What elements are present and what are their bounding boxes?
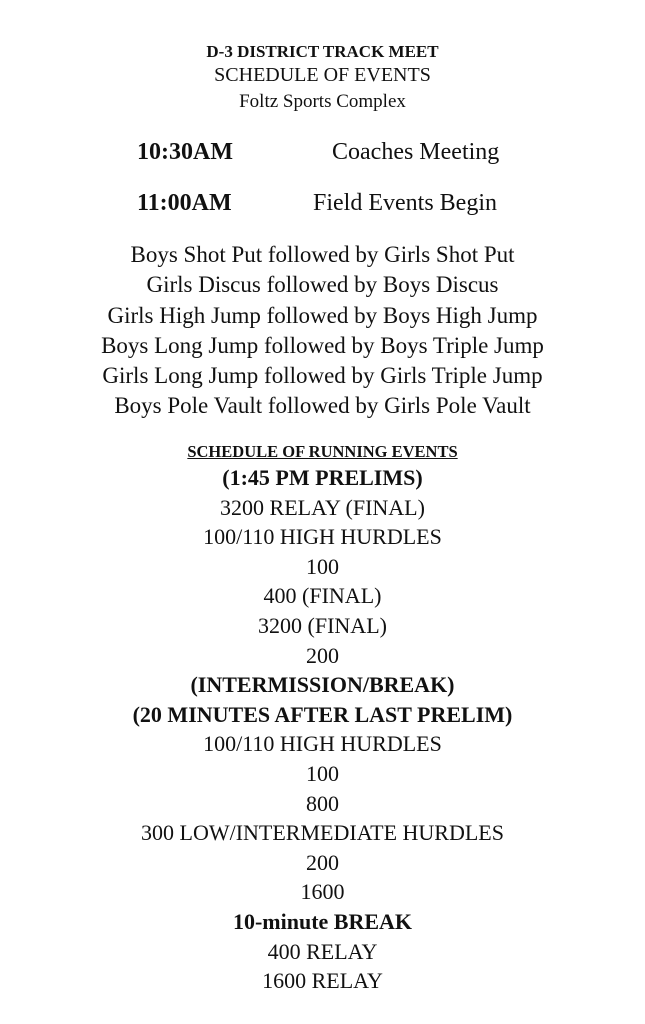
running-event-line: 200: [306, 849, 339, 875]
intermission-note-line: (20 MINUTES AFTER LAST PRELIM): [132, 701, 513, 727]
running-event-line: 3200 RELAY (FINAL): [220, 494, 425, 520]
field-event-line: Boys Pole Vault followed by Girls Pole Vault: [114, 393, 531, 419]
time-event: Coaches Meeting: [332, 139, 500, 165]
running-event-line: 800: [306, 790, 339, 816]
prelims-time-line: (1:45 PM PRELIMS): [222, 465, 423, 490]
time-label: 11:00AM: [137, 190, 232, 216]
running-event-line: 100/110 HIGH HURDLES: [203, 524, 442, 550]
meet-title: D-3 DISTRICT TRACK MEET: [206, 42, 439, 61]
running-event-line: 3200 (FINAL): [258, 612, 387, 638]
running-event-line: 100/110 HIGH HURDLES: [203, 731, 442, 757]
field-events-list: [0, 240, 645, 422]
schedule-title: SCHEDULE OF EVENTS: [214, 64, 431, 86]
running-event-line: 200: [306, 642, 339, 668]
running-event-line: 100: [306, 553, 339, 579]
time-row: [0, 139, 645, 169]
field-event-line: Boys Long Jump followed by Boys Triple Jump: [101, 332, 544, 358]
running-event-line: 1600 RELAY: [262, 968, 383, 994]
break-line: 10-minute BREAK: [232, 908, 413, 934]
running-event-line: 400 RELAY: [267, 938, 378, 964]
field-event-line: Girls Discus followed by Boys Discus: [146, 272, 499, 298]
field-event-line: Girls High Jump followed by Boys High Jump: [107, 302, 538, 328]
intermission-line: (INTERMISSION/BREAK): [190, 672, 455, 698]
running-events-heading: SCHEDULE OF RUNNING EVENTS: [187, 442, 458, 461]
running-event-line: 400 (FINAL): [263, 583, 382, 609]
venue-name: Foltz Sports Complex: [239, 91, 406, 112]
time-row: [0, 190, 645, 220]
running-events-list: [0, 463, 645, 996]
time-label: 10:30AM: [137, 139, 233, 165]
running-event-line: 300 LOW/INTERMEDIATE HURDLES: [141, 820, 504, 846]
running-event-line: 1600: [300, 879, 345, 905]
running-event-line: 100: [306, 760, 339, 786]
time-event: Field Events Begin: [313, 190, 497, 216]
field-event-line: Boys Shot Put followed by Girls Shot Put: [130, 242, 515, 267]
field-event-line: Girls Long Jump followed by Girls Triple Jump: [102, 363, 543, 389]
